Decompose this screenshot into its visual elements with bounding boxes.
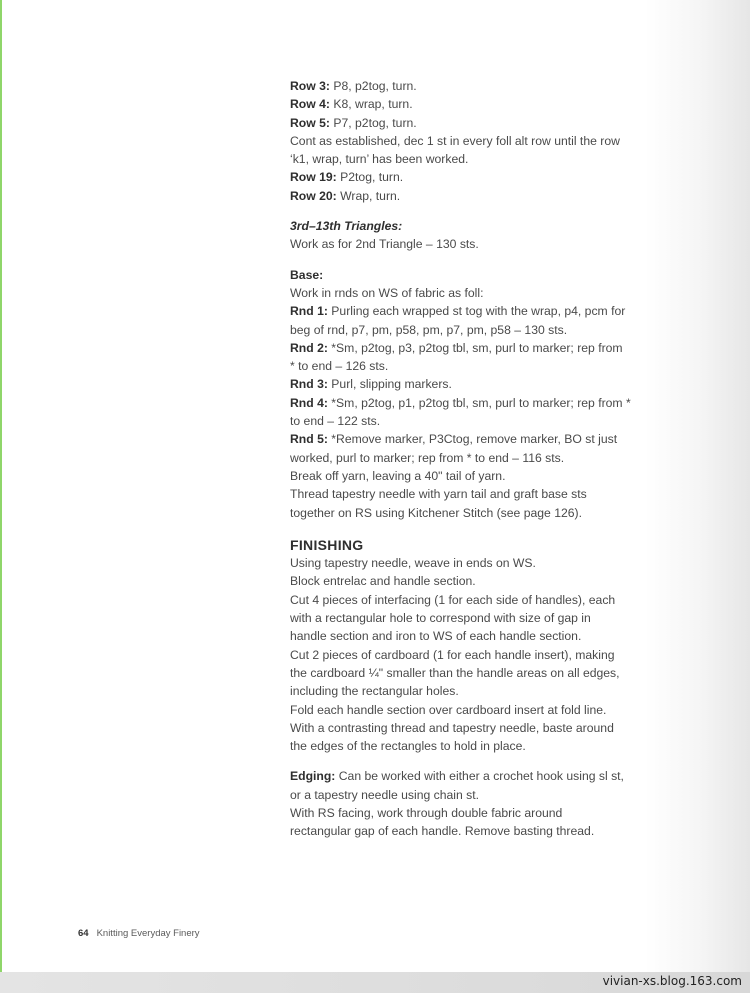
- cont-line: Cont as established, dec 1 st in every foll alt row until the row: [290, 133, 620, 148]
- rnd-5-cont: worked, purl to marker; rep from * to end – 116 sts.: [290, 450, 565, 465]
- finishing-line: Block entrelac and handle section.: [290, 574, 476, 589]
- row-19: Row 19: P2tog, turn.: [290, 170, 404, 185]
- edging-line: rectangular gap of each handle. Remove basting thread.: [290, 824, 595, 839]
- rnd-1: Rnd 1: Purling each wrapped st tog with the wrap, p4, pcm for: [290, 304, 626, 319]
- finishing-line: Using tapestry needle, weave in ends on WS.: [290, 556, 536, 571]
- finishing-line: Fold each handle section over cardboard insert at fold line.: [290, 702, 607, 717]
- base-end-line: Break off yarn, leaving a 40" tail of yarn.: [290, 468, 506, 483]
- book-title: Knitting Everyday Finery: [96, 928, 200, 939]
- row-4: Row 4: K8, wrap, turn.: [290, 97, 413, 112]
- rnd-2: Rnd 2: *Sm, p2tog, p3, p2tog tbl, sm, purl to marker; rep from: [290, 340, 623, 355]
- rnd-3: Rnd 3: Purl, slipping markers.: [290, 377, 452, 392]
- rnd-1-cont: beg of rnd, p7, pm, p58, pm, p7, pm, p58 – 130 sts.: [290, 322, 568, 337]
- rnd-5: Rnd 5: *Remove marker, P3Ctog, remove marker, BO st just: [290, 432, 618, 447]
- base-intro: Work in rnds on WS of fabric as foll:: [290, 285, 484, 300]
- page-footer: [78, 928, 200, 939]
- finishing-line: With a contrasting thread and tapestry needle, baste around: [290, 720, 614, 735]
- edging-line: or a tapestry needle using chain st.: [290, 787, 480, 802]
- watermark-text: vivian-xs.blog.163.com: [602, 974, 742, 988]
- base-end-line: Thread tapestry needle with yarn tail and graft base sts: [290, 487, 587, 502]
- finishing-line: Cut 2 pieces of cardboard (1 for each handle insert), making: [290, 647, 615, 662]
- base-heading: Base:: [290, 267, 324, 282]
- finishing-line: Cut 4 pieces of interfacing (1 for each side of handles), each: [290, 592, 616, 607]
- rnd-4-cont: to end – 122 sts.: [290, 414, 381, 429]
- edging: Edging: Can be worked with either a crochet hook using sl st,: [290, 769, 624, 784]
- row-3: Row 3: P8, p2tog, turn.: [290, 79, 417, 93]
- finishing-heading: FINISHING: [290, 536, 364, 553]
- finishing-line: including the rectangular holes.: [290, 684, 459, 699]
- finishing-line: the cardboard ¼" smaller than the handle areas on all edges,: [290, 665, 620, 680]
- row-5: Row 5: P7, p2tog, turn.: [290, 115, 417, 130]
- rnd-2-cont: * to end – 126 sts.: [290, 359, 389, 374]
- base-end-line: together on RS using Kitchener Stitch (see page 126).: [290, 505, 583, 520]
- edging-line: With RS facing, work through double fabric around: [290, 805, 563, 820]
- finishing-line: with a rectangular hole to correspond with size of gap in: [290, 611, 591, 626]
- page-number: 64: [78, 928, 89, 939]
- pattern-text: [290, 77, 650, 841]
- triangles-heading: 3rd–13th Triangles:: [290, 219, 403, 234]
- finishing-line: handle section and iron to WS of each handle section.: [290, 629, 582, 644]
- row-20: Row 20: Wrap, turn.: [290, 188, 401, 203]
- cont-line: ‘k1, wrap, turn’ has been worked.: [290, 152, 469, 167]
- finishing-line: the edges of the rectangles to hold in place.: [290, 739, 526, 754]
- triangles-text: Work as for 2nd Triangle – 130 sts.: [290, 237, 479, 252]
- page-edge-strip: [0, 0, 2, 993]
- rnd-4: Rnd 4: *Sm, p2tog, p1, p2tog tbl, sm, purl to marker; rep from *: [290, 395, 631, 410]
